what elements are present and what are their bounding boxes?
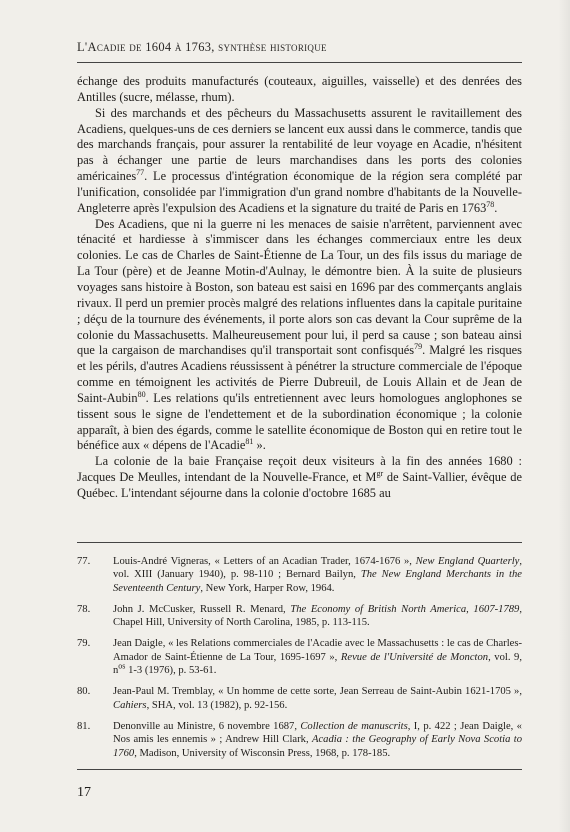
paragraph-4-continuation: de Saint-Vallier, évêque de Québec. L'intendant séjourne dans la colonie d'octobre 1685 au <box>77 470 522 500</box>
footnote-title: The Economy of British North America, 1607-1789 <box>290 603 520 615</box>
page-edge-shadow <box>558 0 570 832</box>
footnote-title: Collection de manuscrits <box>300 720 408 732</box>
footnote-segment: , vol. XIII (January 1940), p. 98-110 ; Bernard Bailyn, <box>113 556 523 581</box>
footnote-segment: Louis-André Vigneras, « Letters of an Acadian Trader, 1674-1676 », <box>113 556 416 567</box>
paragraph-4 <box>77 454 522 502</box>
footnote-text <box>113 720 522 760</box>
body-text <box>77 74 522 502</box>
paragraph-2-continuation: . Le processus d'intégration économique de la région sera complété par l'unification, consolidée par l'immigration d'un grand nombre d'habitants de la Nouvelle-Angleterre après l'expulsion des Acadiens et la signature du traité de Paris en 1763 <box>77 169 522 215</box>
running-head-title: L'Acadie de 1604 à 1763, synthèse historique <box>77 40 327 54</box>
footer-rule <box>77 769 522 770</box>
footnote-79 <box>77 637 522 677</box>
footnote-78 <box>77 603 522 630</box>
footnote-text <box>113 603 522 630</box>
footnote-title: The New England Merchants in the Seventeenth Century <box>113 569 522 594</box>
footnote-segment: Jean-Paul M. Tremblay, « Un homme de cette sorte, Jean Serreau de Saint-Aubin 1621-1705 », <box>113 686 522 698</box>
paragraph-4-superscript: gr <box>376 468 384 478</box>
footnote-segment: 1-3 (1976), p. 53-61. <box>125 665 217 677</box>
footnote-title: New England Quarterly <box>415 556 520 567</box>
paragraph-3-end: ». <box>253 438 266 453</box>
footnote-title: Revue de l'Université de Moncton <box>340 651 489 663</box>
footnote-ref-78[interactable]: 78 <box>486 199 495 209</box>
footnote-text <box>113 637 522 677</box>
footnote-segment: John J. McCusker, Russell R. Menard, <box>113 603 291 615</box>
footnote-segment: , Chapel Hill, University of North Carolina, 1985, p. 113-115. <box>113 603 522 629</box>
page-number: 17 <box>77 785 91 800</box>
paragraph-1: échange des produits manufacturés (couteaux, aiguilles, vaisselle) et des denrées des Antilles (sucre, mélasse, rhum). <box>77 74 522 104</box>
footnote-segment: Jean Daigle, « les Relations commerciales de l'Acadie avec le Massachusetts : le cas de Charles-Amador de Saint-Étienne de La Tour, 1695-1697 », <box>113 638 522 663</box>
footnote-ref-81[interactable]: 81 <box>245 437 254 447</box>
footnote-number: 79. <box>77 638 91 650</box>
footnote-number: 78. <box>77 603 91 615</box>
header-rule <box>77 62 522 63</box>
footnotes <box>77 555 522 768</box>
footnote-segment: , vol. 9, n <box>113 651 522 677</box>
paragraph-3-continuation-1: . Malgré les risques et les périls, d'autres Acadiens réussissent à pénétrer la structure commerciale de l'époque comme en témoignent les activités de Pierre Dubreuil, de Louis Allain et de Jean de Saint-Aubin <box>77 343 522 405</box>
footnote-text <box>113 555 522 595</box>
footnote-title: Acadia : the Geography of Early Nova Scotia to 1760 <box>113 734 522 759</box>
paragraph-3-continuation-2: . Les relations qu'ils entretiennent avec leurs homologues anglophones se tissent sous le signe de l'endettement et de la subordination économique ; la colonie apparaît, à bien des égards, comme le satellite économique de Boston qui en retire tout le bénéfice aux « dépens de l'Acadie <box>77 390 522 453</box>
footnote-number: 81. <box>77 720 91 732</box>
running-head <box>77 40 517 55</box>
footnote-ref-80[interactable]: 80 <box>137 389 146 399</box>
paragraph-4-text: La colonie de la baie Française reçoit deux visiteurs à la fin des années 1680 : Jacques De Meulles, intendant de la Nouvelle-France, et M <box>77 454 522 485</box>
footnote-80 <box>77 685 522 712</box>
paragraph-2-text: Si des marchands et des pêcheurs du Massachusetts assurent le ravitaillement des Acadiens, quelques-uns de ces derniers se lancent eux aussi dans le commerce, tandis que des marchands français, pour assurer la rentabilité de leur voyage en Acadie, n'hésitent pas à échanger une partie de leurs marchandises dans les ports des colonies américaines <box>77 105 522 184</box>
footnote-77 <box>77 555 522 595</box>
paragraph-3 <box>77 217 522 455</box>
footnote-ref-79[interactable]: 79 <box>414 342 423 352</box>
footnote-segment: , I, p. 422 ; Jean Daigle, « Nos amis les ennemis » ; Andrew Hill Clark, <box>113 720 522 746</box>
footnote-81 <box>77 720 522 760</box>
paragraph-2 <box>77 106 522 217</box>
footnote-segment: , Madison, University of Wisconsin Press, 1968, p. 178-185. <box>134 747 391 759</box>
footnote-number: 77. <box>77 556 91 567</box>
footnote-rule <box>77 542 522 543</box>
footnote-superscript: os <box>118 661 126 671</box>
paragraph-3-text: Des Acadiens, que ni la guerre ni les menaces de saisie n'arrêtent, parviennent avec ténacité et hardiesse à s'immiscer dans les échanges commerciaux entre les deux colonies. Le cas de Charles de Saint-Étienne de La Tour, un des fils issus du mariage de La Tour (père) et de Jeanne Motin-d'Aulnay, le démontre bien. À la suite de plusieurs voyages sans histoire à Boston, son bateau est saisi en 1696 par des commerçants anglais rivaux. Il perd un premier procès malgré des relations influentes dans la capitale puritaine ; déçu de la tournure des événements, il porte alors son cas devant la Cour suprême de la colonie du Massachusetts. Malheureusement pour lui, il perd sa cause ; son bateau ainsi que la cargaison de marchandises qu'il transportait sont confisqués <box>77 216 522 358</box>
footnote-ref-77[interactable]: 77 <box>136 167 145 177</box>
footnote-segment: , SHA, vol. 13 (1982), p. 92-156. <box>146 699 288 711</box>
footnote-segment: , New York, Harper Row, 1964. <box>200 582 335 594</box>
paragraph-2-end: . <box>494 200 498 215</box>
footnote-text <box>113 685 522 712</box>
footnote-title: Cahiers <box>113 699 147 711</box>
footnote-segment: Denonville au Ministre, 6 novembre 1687, <box>113 720 301 732</box>
footnote-number: 80. <box>77 686 91 698</box>
